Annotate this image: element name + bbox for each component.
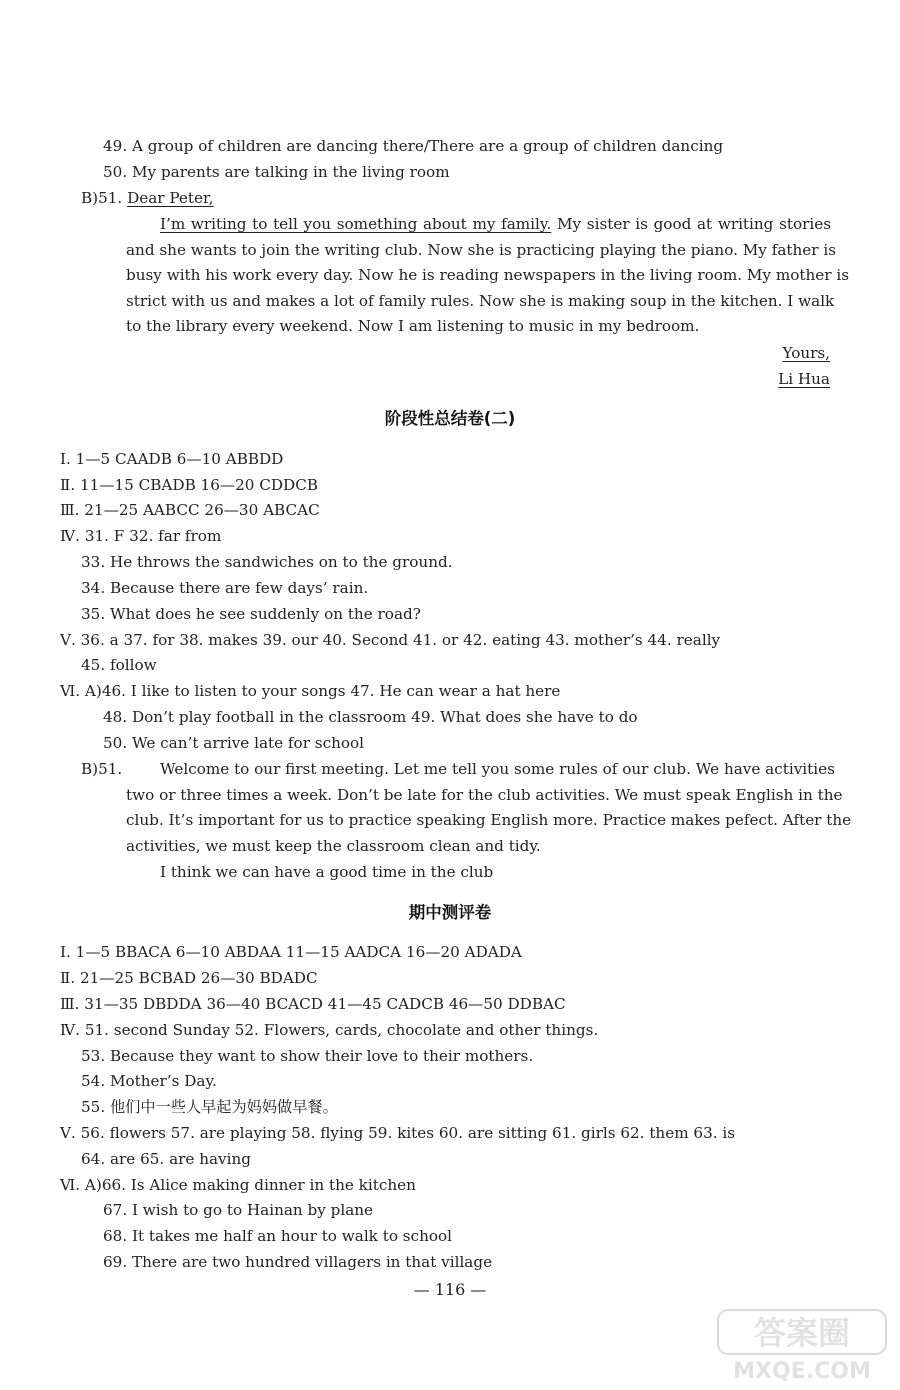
s2-part-1: Ⅰ. 1—5 CAADB 6—10 ABBDD [60, 450, 284, 468]
s3-part-4: Ⅳ. 51. second Sunday 52. Flowers, cards, chocolate and other things. [60, 1021, 599, 1039]
s2-part-4: Ⅳ. 31. F 32. far from [60, 527, 222, 545]
s3-answer-53: 53. Because they want to show their love to their mothers. [81, 1047, 534, 1065]
s3-answer-55: 55. 他们中一些人早起为妈妈做早餐。 [81, 1098, 338, 1116]
s2-answer-48-49: 48. Don’t play football in the classroom 49. What does she have to do [103, 708, 638, 726]
s3-part-1: Ⅰ. 1—5 BBACA 6—10 ABDAA 11—15 AADCA 16—20 ADADA [60, 943, 522, 961]
s2-answer-33: 33. He throws the sandwiches on to the ground. [81, 553, 453, 571]
page-number: — 116 — [413, 1280, 487, 1299]
s2-part-2: Ⅱ. 11—15 CBADB 16—20 CDDCB [60, 476, 318, 494]
s2-essay-line-3: club. It’s important for us to practice speaking English more. Practice makes pefect. After the [126, 811, 852, 829]
answer-49: 49. A group of children are dancing there/There are a group of children dancing [103, 137, 724, 155]
letter-intro: I’m writing to tell you something about my family. [160, 215, 552, 233]
part-b-label: B)51. [81, 189, 128, 207]
s3-part-6: Ⅵ. A)66. Is Alice making dinner in the kitchen [60, 1176, 416, 1194]
s2-part-b-label: B)51. [81, 760, 123, 778]
letter-closing: Yours, [782, 344, 830, 362]
letter-line-3: busy with his work every day. Now he is reading newspapers in the living room. My mother is [126, 266, 850, 284]
letter-line-1: I’m writing to tell you something about my family. My sister is good at writing stories [160, 215, 832, 233]
letter-greeting: Dear Peter, [127, 189, 214, 207]
s2-essay-line-2: two or three times a week. Don’t be late for the club activities. We must speak English in the [126, 786, 843, 804]
s2-essay-line-4: activities, we must keep the classroom clean and tidy. [126, 837, 541, 855]
s3-part-3: Ⅲ. 31—35 DBDDA 36—40 BCACD 41—45 CADCB 46—50 DDBAC [60, 995, 566, 1013]
letter-line-4: strict with us and makes a lot of family rules. Now she is making soup in the kitchen. I walk [126, 292, 835, 310]
s2-part-3: Ⅲ. 21—25 AABCC 26—30 ABCAC [60, 501, 320, 519]
svg-text:答案圈: 答案圈 [753, 1314, 851, 1352]
s3-answer-68: 68. It takes me half an hour to walk to school [103, 1227, 453, 1245]
letter-line-5: to the library every weekend. Now I am listening to music in my bedroom. [126, 317, 700, 335]
s2-essay-line-1: Welcome to our first meeting. Let me tell you some rules of our club. We have activities [160, 760, 835, 778]
s3-part-5: Ⅴ. 56. flowers 57. are playing 58. flying 59. kites 60. are sitting 61. girls 62. them 63. is [60, 1124, 736, 1142]
s2-part-6: Ⅵ. A)46. I like to listen to your songs 47. He can wear a hat here [60, 682, 561, 700]
s2-essay-line-5: I think we can have a good time in the club [160, 863, 494, 881]
s3-answer-69: 69. There are two hundred villagers in that village [103, 1253, 493, 1271]
section-title-midterm: 期中测评卷 [408, 903, 492, 922]
s3-answer-54: 54. Mother’s Day. [81, 1072, 217, 1090]
svg-text:MXQE.COM: MXQE.COM [733, 1359, 871, 1384]
s3-answer-64-65: 64. are 65. are having [81, 1150, 251, 1168]
letter-header [81, 188, 213, 208]
letter-signature: Li Hua [778, 370, 830, 388]
s2-answer-45: 45. follow [81, 656, 157, 674]
s3-part-2: Ⅱ. 21—25 BCBAD 26—30 BDADC [60, 969, 318, 987]
s2-answer-50: 50. We can’t arrive late for school [103, 734, 365, 752]
s3-answer-67: 67. I wish to go to Hainan by plane [103, 1201, 374, 1219]
s2-part-5: Ⅴ. 36. a 37. for 38. makes 39. our 40. Second 41. or 42. eating 43. mother’s 44. really [60, 631, 721, 649]
section-title-stage-summary: 阶段性总结卷(二) [384, 409, 516, 428]
answer-50: 50. My parents are talking in the living room [103, 163, 450, 181]
s2-answer-34: 34. Because there are few days’ rain. [81, 579, 369, 597]
watermark-logo [712, 1306, 892, 1386]
letter-line-2: and she wants to join the writing club. Now she is practicing playing the piano. My father is [126, 241, 836, 259]
s2-answer-35: 35. What does he see suddenly on the road? [81, 605, 421, 623]
